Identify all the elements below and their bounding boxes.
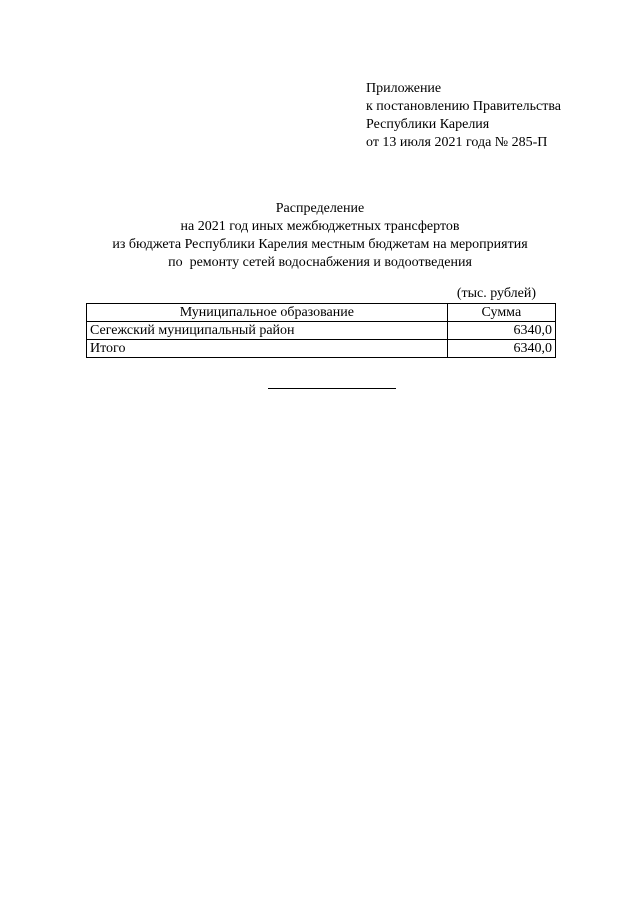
total-row <box>87 340 556 358</box>
column-header-municipality: Муниципальное образование <box>87 304 448 322</box>
appendix-line: к постановлению Правительства <box>366 99 562 114</box>
appendix-date-line: от 13 июля 2021 года № 285-П <box>366 135 548 150</box>
column-header-sum: Сумма <box>447 304 555 322</box>
appendix-line: Приложение <box>366 81 442 96</box>
appendix-block <box>366 80 561 152</box>
separator-line <box>268 388 396 389</box>
municipality-cell: Сегежский муниципальный район <box>87 322 448 340</box>
title-line: по ремонту сетей водоснабжения и водоотведения <box>168 255 472 270</box>
document-title <box>100 200 540 272</box>
title-line: на 2021 год иных межбюджетных трансфертов <box>180 219 460 234</box>
sum-cell: 6340,0 <box>447 322 555 340</box>
total-sum: 6340,0 <box>447 340 555 358</box>
total-label: Итого <box>87 340 448 358</box>
title-line: из бюджета Республики Карелия местным бюджетам на мероприятия <box>112 237 528 252</box>
appendix-line: Республики Карелия <box>366 117 490 132</box>
table-header-row <box>87 304 556 322</box>
table-row <box>87 322 556 340</box>
distribution-table <box>86 303 556 358</box>
title-line: Распределение <box>275 201 365 216</box>
units-label: (тыс. рублей) <box>456 286 536 301</box>
